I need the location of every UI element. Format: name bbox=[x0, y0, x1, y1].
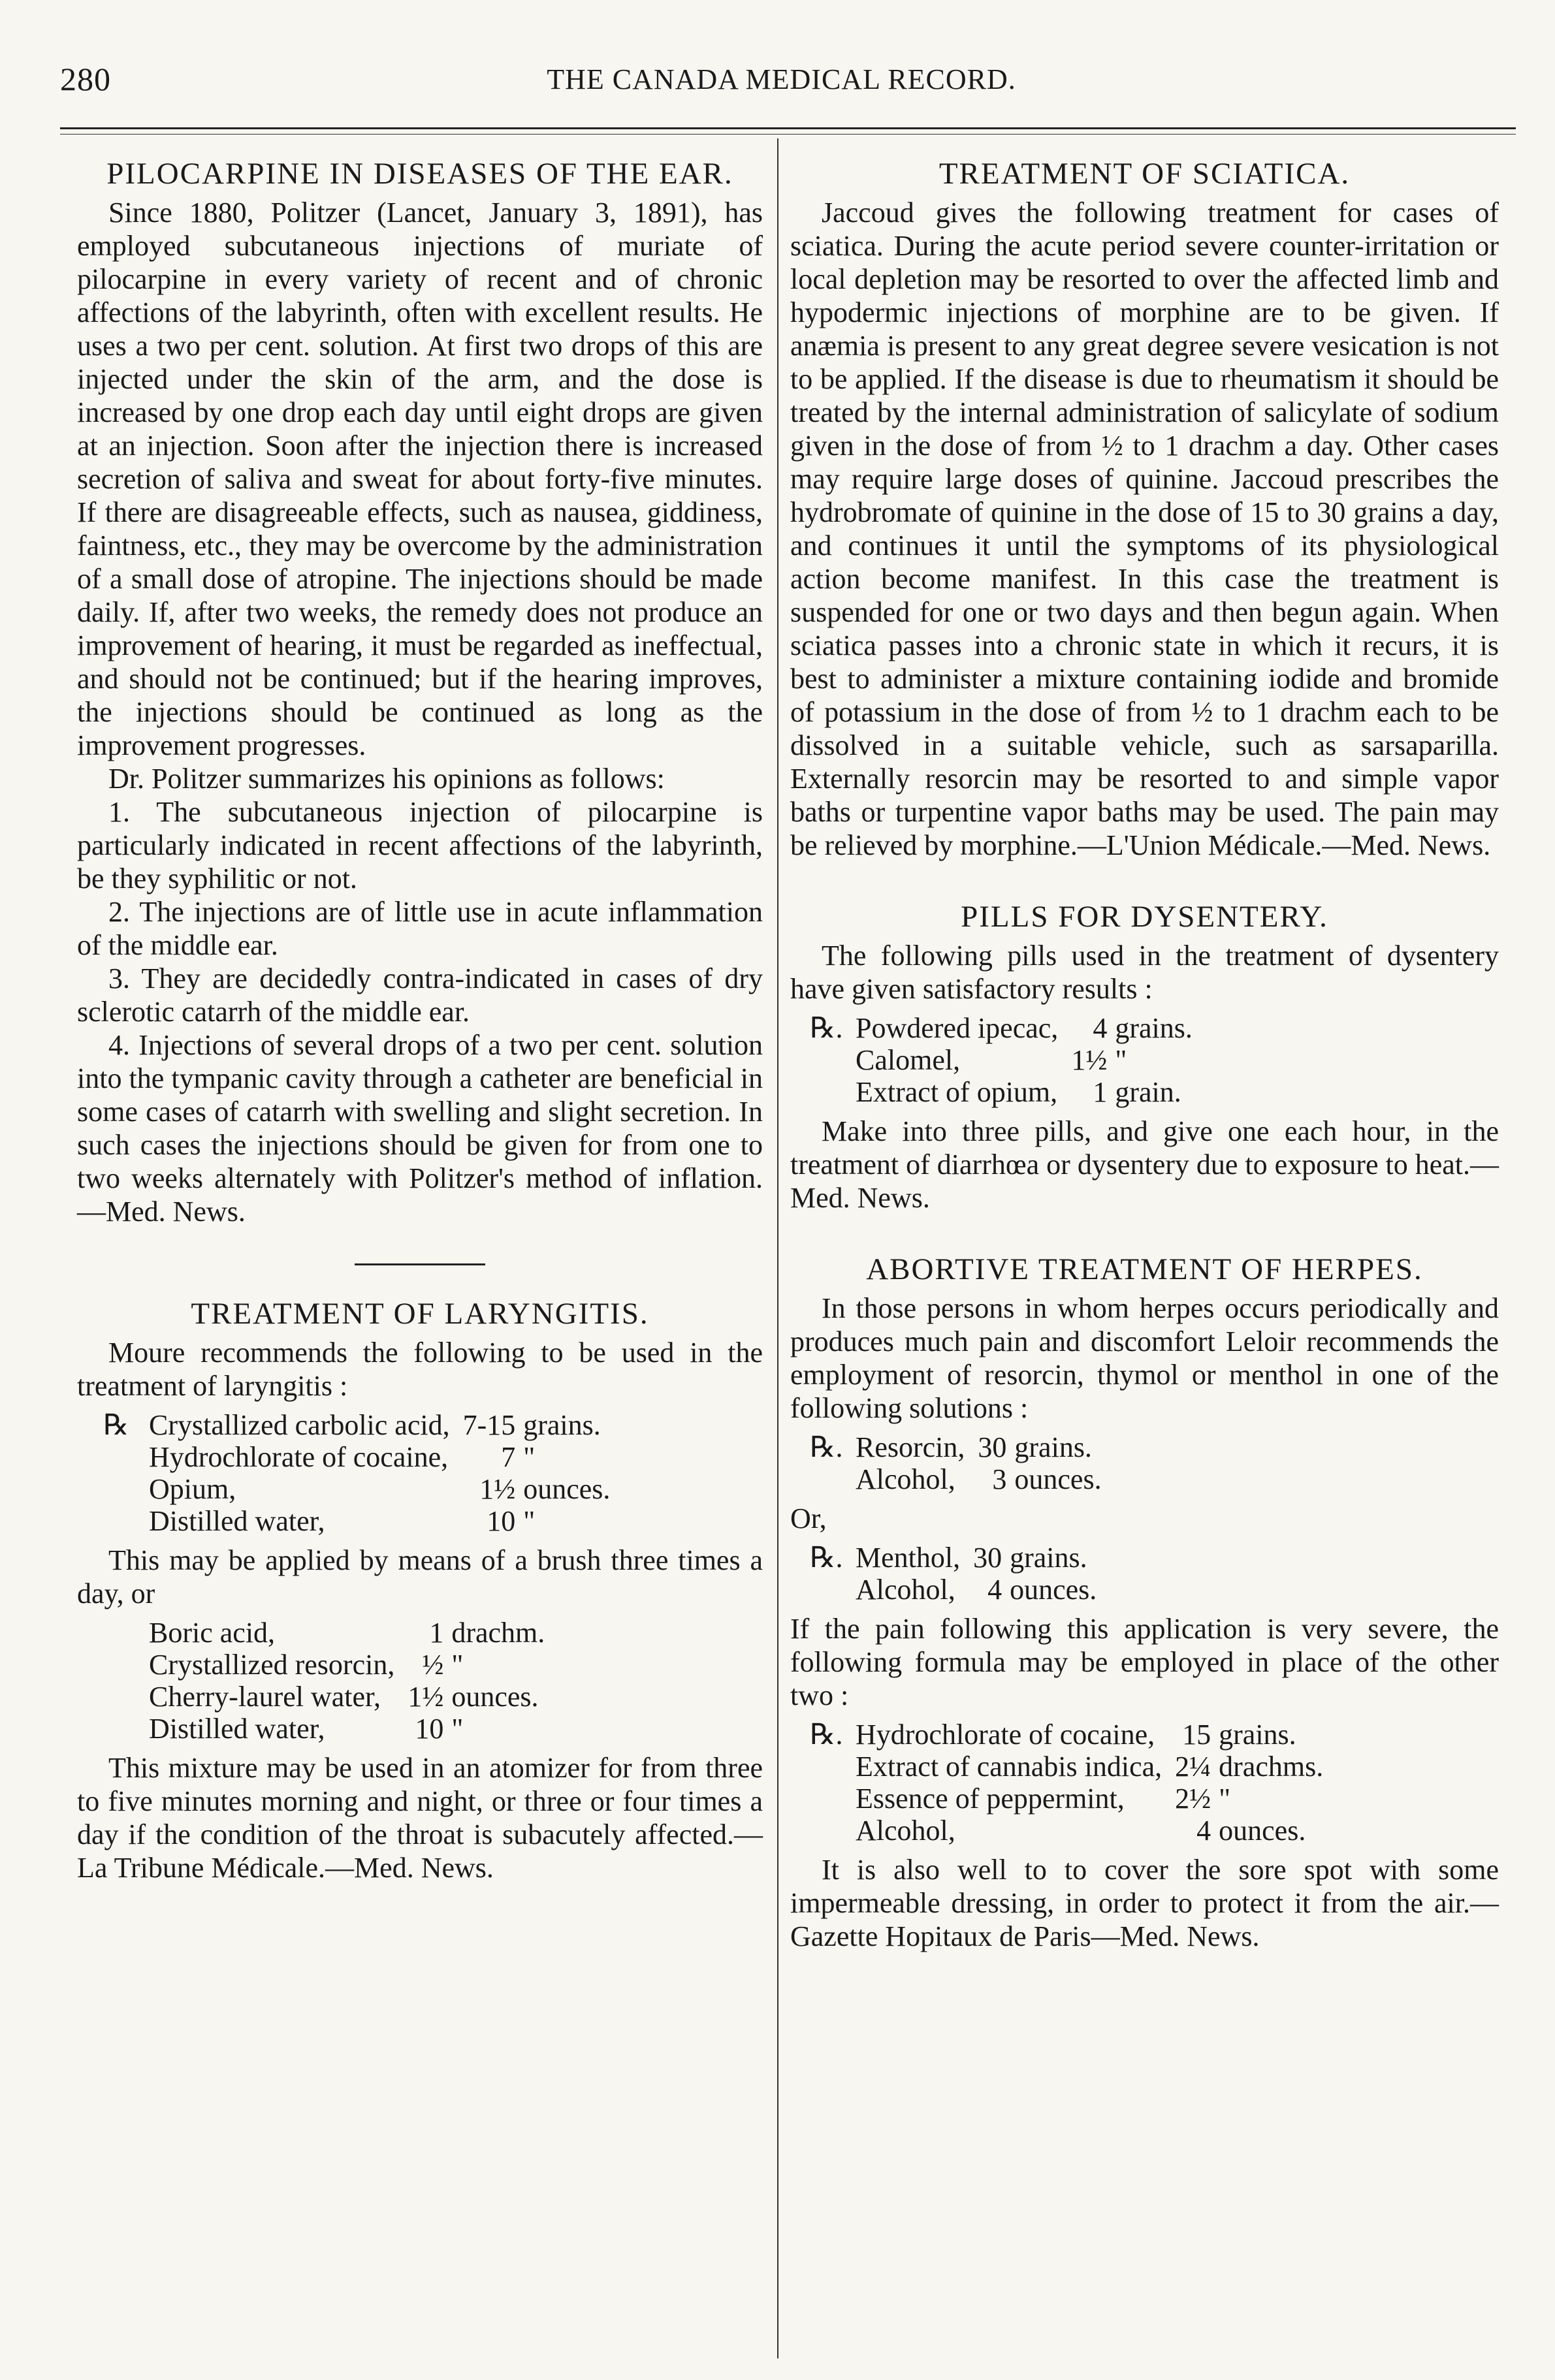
ingredient: Extract of opium, bbox=[856, 1076, 1058, 1108]
recipe-symbol: ℞. bbox=[810, 1012, 843, 1044]
quantity: 7 bbox=[501, 1441, 516, 1473]
ingredient: Menthol, bbox=[856, 1542, 961, 1574]
section-separator bbox=[355, 1263, 485, 1265]
unit: grain. bbox=[1115, 1076, 1181, 1108]
article-herpes bbox=[790, 1252, 1499, 1953]
unit: grains. bbox=[1010, 1542, 1087, 1574]
paragraph: 1. The subcutaneous injection of pilocarpine is particularly indicated in recent affections of the labyrinth, be they syphilitic or not. bbox=[77, 796, 763, 895]
quantity: 10 bbox=[415, 1713, 444, 1745]
quantity: 4 bbox=[987, 1574, 1002, 1606]
prescription-row bbox=[810, 1542, 1097, 1574]
quantity: 4 bbox=[1093, 1012, 1108, 1044]
article-dysentery bbox=[790, 900, 1499, 1214]
article-title: TREATMENT OF SCIATICA. bbox=[938, 157, 1351, 191]
section-gap bbox=[790, 1214, 1499, 1252]
paragraph: Dr. Politzer summarizes his opinions as follows: bbox=[108, 763, 665, 795]
paragraph: 2. The injections are of little use in acute inflammation of the middle ear. bbox=[77, 896, 763, 961]
prescription-row bbox=[810, 1751, 1323, 1783]
quantity: 30 bbox=[978, 1431, 1007, 1463]
recipe-symbol bbox=[810, 1783, 856, 1815]
quantity: 2¼ bbox=[1175, 1751, 1211, 1783]
ingredient: Crystallized resorcin, bbox=[149, 1649, 395, 1681]
recipe-symbol bbox=[810, 1463, 856, 1495]
left-column bbox=[77, 157, 763, 1884]
paragraph: Make into three pills, and give one each hour, in the treatment of diarrhœa or dysentery due to exposure to heat.—Med. News. bbox=[790, 1115, 1499, 1214]
prescription-table bbox=[103, 1409, 610, 1537]
header-rule bbox=[60, 127, 1516, 129]
ingredient: Crystallized carbolic acid, bbox=[149, 1409, 450, 1441]
prescription-row bbox=[810, 1574, 1097, 1606]
prescription-table bbox=[810, 1431, 1102, 1495]
recipe-symbol bbox=[810, 1751, 856, 1783]
header-rule-thin bbox=[60, 134, 1516, 135]
unit: " bbox=[1115, 1044, 1127, 1076]
recipe-symbol bbox=[103, 1441, 149, 1473]
paragraph: 4. Injections of several drops of a two per cent. solution into the tympanic cavity through a catheter are beneficial in some cases of catarrh with swelling and slight secretion. In such cases the injections should be given for from one to two weeks alternately with Politzer's method of inflation.—Med. News. bbox=[77, 1029, 763, 1228]
quantity: 1 bbox=[1093, 1076, 1108, 1108]
ingredient: Alcohol, bbox=[856, 1574, 955, 1606]
paragraph: Moure recommends the following to be used in the treatment of laryngitis : bbox=[77, 1337, 763, 1402]
unit: ounces. bbox=[1010, 1574, 1097, 1606]
unit: drachms. bbox=[1219, 1751, 1324, 1783]
unit: grains. bbox=[1014, 1431, 1092, 1463]
article-laryngitis bbox=[77, 1297, 763, 1884]
prescription-row bbox=[103, 1681, 545, 1713]
recipe-symbol: ℞. bbox=[810, 1431, 843, 1463]
prescription-row bbox=[810, 1463, 1102, 1495]
recipe-symbol: ℞ bbox=[103, 1409, 129, 1441]
ingredient: Distilled water, bbox=[149, 1713, 325, 1745]
prescription-row bbox=[810, 1431, 1102, 1463]
paragraph: 3. They are decidedly contra-indicated in cases of dry sclerotic catarrh of the middle ear. bbox=[77, 962, 763, 1028]
quantity: 3 bbox=[992, 1463, 1007, 1495]
ingredient: Essence of peppermint, bbox=[856, 1783, 1125, 1815]
quantity: 10 bbox=[487, 1505, 516, 1537]
ingredient: Hydrochlorate of cocaine, bbox=[149, 1441, 449, 1473]
quantity: 1 bbox=[429, 1617, 444, 1649]
quantity: 7-15 bbox=[462, 1409, 516, 1441]
prescription-row bbox=[103, 1505, 610, 1537]
recipe-symbol bbox=[810, 1044, 856, 1076]
paragraph: Or, bbox=[790, 1502, 827, 1534]
ingredient: Resorcin, bbox=[856, 1431, 965, 1463]
article-title: TREATMENT OF LARYNGITIS. bbox=[191, 1297, 649, 1331]
unit: grains. bbox=[1115, 1012, 1193, 1044]
recipe-symbol bbox=[103, 1473, 149, 1505]
prescription-row bbox=[103, 1441, 610, 1473]
unit: " bbox=[523, 1441, 536, 1473]
paragraph: This may be applied by means of a brush three times a day, or bbox=[77, 1544, 763, 1610]
unit: grains. bbox=[523, 1409, 601, 1441]
quantity: 4 bbox=[1196, 1815, 1211, 1847]
unit: ounces. bbox=[1219, 1815, 1306, 1847]
prescription-table bbox=[810, 1542, 1097, 1606]
prescription-table bbox=[810, 1719, 1323, 1847]
section-gap bbox=[790, 862, 1499, 900]
article-sciatica bbox=[790, 157, 1499, 862]
ingredient: Calomel, bbox=[856, 1044, 961, 1076]
quantity: 30 bbox=[973, 1542, 1002, 1574]
ingredient: Hydrochlorate of cocaine, bbox=[856, 1719, 1155, 1751]
recipe-symbol bbox=[810, 1076, 856, 1108]
quantity: 1½ bbox=[1071, 1044, 1108, 1076]
running-head bbox=[60, 60, 1503, 99]
ingredient: Distilled water, bbox=[149, 1505, 325, 1537]
unit: " bbox=[523, 1505, 536, 1537]
article-title: PILLS FOR DYSENTERY. bbox=[961, 900, 1328, 934]
recipe-symbol bbox=[103, 1505, 149, 1537]
ingredient: Boric acid, bbox=[149, 1617, 276, 1649]
article-pilocarpine bbox=[77, 157, 763, 1228]
recipe-symbol bbox=[103, 1681, 149, 1713]
prescription-row bbox=[103, 1617, 545, 1649]
prescription-row bbox=[103, 1409, 610, 1441]
unit: " bbox=[1219, 1783, 1231, 1815]
paragraph: This mixture may be used in an atomizer for from three to five minutes morning and night, or three or four times a day if the condition of the throat is subacutely affected.—La Tribune Médicale.—Med. News. bbox=[77, 1752, 763, 1884]
recipe-symbol bbox=[103, 1649, 149, 1681]
prescription-row bbox=[810, 1783, 1323, 1815]
recipe-symbol bbox=[103, 1617, 149, 1649]
recipe-symbol bbox=[810, 1815, 856, 1847]
quantity: 1½ bbox=[408, 1681, 444, 1713]
prescription-row bbox=[810, 1815, 1323, 1847]
unit: " bbox=[451, 1649, 464, 1681]
paragraph: The following pills used in the treatment of dysentery have given satisfactory results : bbox=[790, 940, 1499, 1005]
unit: ounces. bbox=[1014, 1463, 1102, 1495]
paragraph: Jaccoud gives the following treatment for cases of sciatica. During the acute period severe counter-irritation or local depletion may be resorted to over the affected limb and hypodermic injections of morphine are to be given. If anæmia is present to any great degree severe vesication is not to be applied. If the disease is due to rheumatism it should be treated by the internal administration of salicylate of sodium given in the dose of from ½ to 1 drachm a day. Other cases may require large doses of quinine. Jaccoud prescribes the hydrobromate of quinine in the dose of 15 to 30 grains a day, and continues it until the symptoms of its physiological action become manifest. In this case the treatment is suspended for one or two days and then begun again. When sciatica passes into a chronic state in which it recurs, it is best to administer a mixture containing iodide and bromide of potassium in the dose of from ½ to 1 drachm each to be dissolved in a suitable vehicle, such as sarsaparilla. Externally resorcin may be resorted to and simple vapor baths or turpentine vapor baths may be used. The pain may be relieved by morphine.—L'Union Médicale.—Med. News. bbox=[790, 197, 1499, 861]
prescription-row bbox=[810, 1044, 1193, 1076]
ingredient: Cherry-laurel water, bbox=[149, 1681, 381, 1713]
ingredient: Alcohol, bbox=[856, 1463, 955, 1495]
prescription-row bbox=[810, 1719, 1323, 1751]
right-column bbox=[790, 157, 1499, 1953]
journal-title: THE CANADA MEDICAL RECORD. bbox=[547, 63, 1016, 95]
quantity: 2½ bbox=[1175, 1783, 1211, 1815]
ingredient: Powdered ipecac, bbox=[856, 1012, 1059, 1044]
paragraph: In those persons in whom herpes occurs periodically and produces much pain and discomfort Leloir recommends the employment of resorcin, thymol or menthol in one of the following solutions : bbox=[790, 1292, 1499, 1424]
prescription-row bbox=[810, 1012, 1193, 1044]
article-title: PILOCARPINE IN DISEASES OF THE EAR. bbox=[106, 157, 733, 191]
unit: ounces. bbox=[523, 1473, 611, 1505]
recipe-symbol bbox=[103, 1713, 149, 1745]
prescription-table bbox=[810, 1012, 1193, 1108]
article-title: ABORTIVE TREATMENT OF HERPES. bbox=[866, 1252, 1423, 1286]
unit: " bbox=[451, 1713, 464, 1745]
quantity: 15 bbox=[1182, 1719, 1211, 1751]
paragraph: If the pain following this application is very severe, the following formula may be employed in place of the other two : bbox=[790, 1613, 1499, 1711]
unit: drachm. bbox=[451, 1617, 545, 1649]
quantity: 1½ bbox=[479, 1473, 516, 1505]
page-number: 280 bbox=[60, 61, 111, 97]
ingredient: Extract of cannabis indica, bbox=[856, 1751, 1162, 1783]
paragraph: Since 1880, Politzer (Lancet, January 3, 1891), has employed subcutaneous injections of muriate of pilocarpine in every variety of recent and of chronic affections of the labyrinth, often with excellent results. He uses a two per cent. solution. At first two drops of this are injected under the skin of the arm, and the dose is increased by one drop each day until eight drops are given at an injection. Soon after the injection there is increased secretion of saliva and sweat for about forty-five minutes. If there are disagreeable effects, such as nausea, giddiness, faintness, etc., they may be overcome by the administration of a small dose of atropine. The injections should be made daily. If, after two weeks, the remedy does not produce an improvement of hearing, it must be regarded as ineffectual, and should not be continued; but if the hearing improves, the injections should be continued as long as the improvement progresses. bbox=[77, 197, 763, 761]
quantity: ½ bbox=[422, 1649, 444, 1681]
prescription-row bbox=[103, 1713, 545, 1745]
prescription-row bbox=[103, 1649, 545, 1681]
recipe-symbol: ℞. bbox=[810, 1542, 843, 1574]
recipe-symbol: ℞. bbox=[810, 1719, 843, 1751]
prescription-row bbox=[810, 1076, 1193, 1108]
recipe-symbol bbox=[810, 1574, 856, 1606]
ingredient: Alcohol, bbox=[856, 1815, 955, 1847]
ingredient: Opium, bbox=[149, 1473, 236, 1505]
column-divider bbox=[777, 138, 778, 2358]
unit: grains. bbox=[1219, 1719, 1296, 1751]
unit: ounces. bbox=[451, 1681, 539, 1713]
paragraph: It is also well to to cover the sore spot with some impermeable dressing, in order to protect it from the air.—Gazette Hopitaux de Paris—Med. News. bbox=[790, 1854, 1499, 1952]
prescription-table bbox=[103, 1617, 545, 1745]
prescription-row bbox=[103, 1473, 610, 1505]
